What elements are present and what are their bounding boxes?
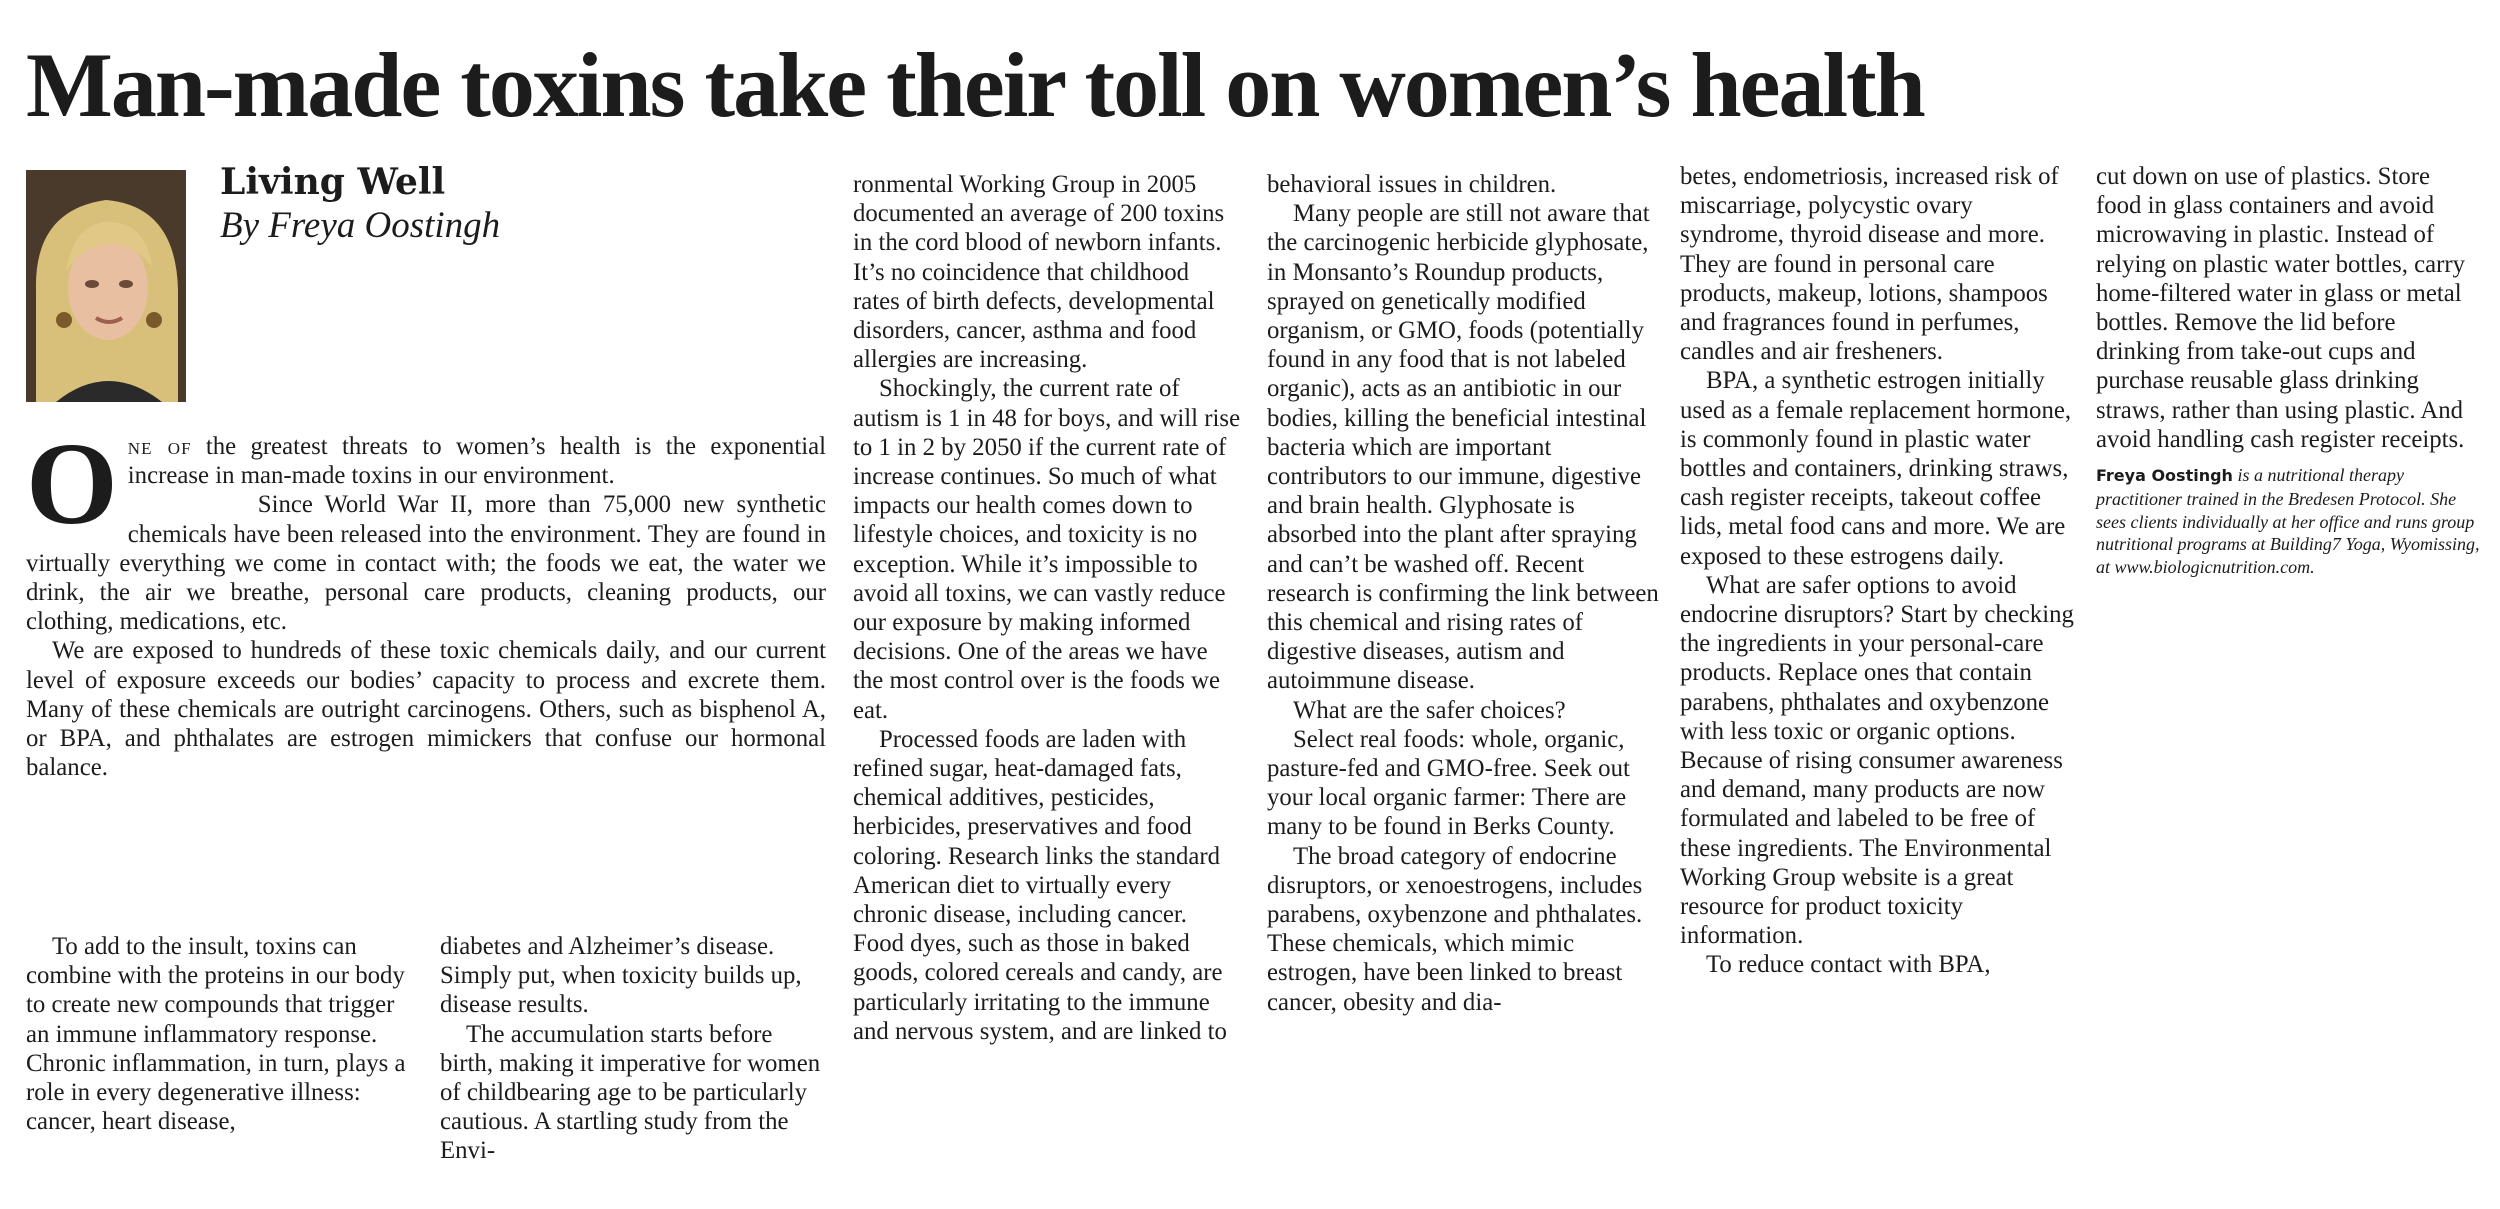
intro-paragraph-1 [26,418,826,549]
col5-paragraph-2: BPA, a synthetic estrogen initially used as a female replacement hormone, is commonly found in plastic water bottles and containers, drinking straws, cash register receipts, takeout coffee lids, metal food cans and more. We are exposed to these estrogens daily. [1680,367,2072,570]
col3-paragraph-2: Shockingly, the current rate of autism is 1 in 48 for boys, and will rise to 1 in 2 by 2050 if the current rate of increase continues. So much of what impacts our health comes down to lifestyle choices, and toxicity is no exception. While it’s impossible to avoid all toxins, we can vastly reduce our exposure by making informed decisions. One of the areas we have the most control over is the foods we eat. [853,375,1241,724]
column-2 [440,932,828,1166]
intro-text-1: the greatest threats to women’s health is the exponential increase in man-made toxins in our environment. [127,433,826,490]
col6-paragraph-1: cut down on use of plastics. Store food in glass containers and avoid microwaving in plastic. Instead of relying on plastic water bottles, carry home-filtered water in glass or metal bottles. Remove the lid before drinking from take-out cups and purchase reusable glass drinking straws, rather than using plastic. And avoid handling cash register receipts. [2096,163,2466,453]
col2-paragraph-1: diabetes and Alzheimer’s disease. Simply put, when toxicity builds up, disease results. [440,933,802,1019]
column-4 [1267,170,1662,1017]
column-label: Living Well [220,161,446,203]
author-photo [26,170,186,402]
author-bio [2096,464,2481,579]
column-5 [1680,162,2075,980]
bio-text: is a nutritional therapy practitioner trained in the Bredesen Protocol. She sees clients individually at her office and runs group nutritional programs at Building7 Yoga, Wyomissing, at www.biologicnutrition.com. [2096,465,2480,578]
col4-paragraph-4: Select real foods: whole, organic, pasture-fed and GMO-free. Seek out your local organic farmer: There are many to be found in Berks County. [1267,725,1630,841]
col3-paragraph-3: Processed foods are laden with refined sugar, heat-damaged fats, chemical additives, pesticides, herbicides, preservatives and food coloring. Research links the standard American diet to virtually every chronic disease, including cancer. Food dyes, such as those in baked goods, colored cereals and candy, are particularly irritating to the immune and nervous system, and are linked to [853,725,1227,1045]
intro-paragraph-3: We are exposed to hundreds of these toxic chemicals daily, and our current level of exposure exceeds our bodies’ capacity to process and excrete them. Many of these chemicals are outright carcinogens. Others, such as bisphenol A, or BPA, and phthalates are estrogen mimickers that confuse our hormonal balance. [26,637,826,782]
column-1 [26,932,414,1136]
col1-paragraph: To add to the insult, toxins can combine with the proteins in our body to create new compounds that trigger an immune inflammatory response. Chronic inflammation, in turn, plays a role in every degenerative illness: cancer, heart disease, [26,933,406,1136]
intro-paragraph-2: Since World War II, more than 75,000 new synthetic chemicals have been released into the environment. They are found in virtually everything we come in contact with; the foods we eat, the water we drink, the air we breathe, personal care products, cleaning products, our clothing, medications, etc. [26,491,826,636]
author-photo-illustration [26,170,186,402]
col5-paragraph-1: betes, endometriosis, increased risk of miscarriage, polycystic ovary syndrome, thyroid disease and more. They are found in personal care products, makeup, lotions, shampoos and fragrances found in perfumes, candles and air fresheners. [1680,163,2059,366]
bio-name: Freya Oostingh [2096,466,2233,486]
col4-subhead: What are the safer choices? [1293,696,1566,724]
lead-smallcaps: ne of [127,433,192,460]
col4-paragraph-1: behavioral issues in children. [1267,171,1557,198]
col5-paragraph-4: To reduce contact with BPA, [1706,951,1991,979]
column-3 [853,170,1241,1046]
col2-paragraph-2: The accumulation starts before birth, making it imperative for women of childbearing age to be particularly cautious. A startling study from the Envi- [440,1020,821,1165]
col3-paragraph-1: ronmental Working Group in 2005 documented an average of 200 toxins in the cord blood of newborn infants. It’s no coincidence that childhood rates of birth defects, developmental disorders, cancer, asthma and food allergies are increasing. [853,171,1225,374]
intro-block [26,418,826,782]
col5-paragraph-3: What are safer options to avoid endocrine disruptors? Start by checking the ingredients in your personal-care products. Replace ones that contain parabens, phthalates and oxybenzone with less toxic or organic options. Because of rising consumer awareness and demand, many products are now formulated and labeled to be free of these ingredients. The Environmental Working Group website is a great resource for product toxicity information. [1680,571,2074,950]
col4-paragraph-5: The broad category of endocrine disruptors, or xenoestrogens, includes parabens, oxybenzone and phthalates. These chemicals, which mimic estrogen, have been linked to breast cancer, obesity and dia- [1267,842,1643,1016]
byline: By Freya Oostingh [220,205,501,246]
col4-paragraph-2: Many people are still not aware that the carcinogenic herbicide glyphosate, in Monsanto’s Roundup products, sprayed on genetically modified organism, or GMO, foods (potentially found in any food that is not labeled organic), acts as an antibiotic in our bodies, killing the beneficial intestinal bacteria which are important contributors to our immune, digestive and brain health. Glyphosate is absorbed into the plant after spraying and can’t be washed off. Recent research is confirming the link between this chemical and rising rates of digestive diseases, autism and autoimmune disease. [1267,200,1659,695]
drop-cap: O [26,418,118,549]
headline: Man-made toxins take their toll on women’s health [26,34,1924,136]
column-6 [2096,162,2481,579]
